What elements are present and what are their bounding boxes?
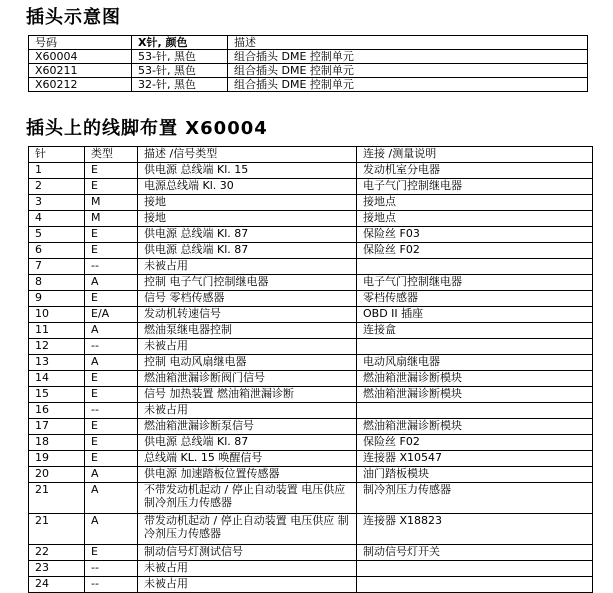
table-cell: 20 <box>29 467 85 483</box>
table-row <box>29 243 593 259</box>
table-cell: 组合插头 DME 控制单元 <box>228 64 588 78</box>
table-cell: 燃油泵继电器控制 <box>138 323 357 339</box>
table-cell: 22 <box>29 545 85 561</box>
table-cell: 11 <box>29 323 85 339</box>
table-header-row <box>29 147 593 163</box>
table-cell: 不带发动机起动 / 停止自动装置 电压供应 制冷剂压力传感器 <box>138 483 357 514</box>
table-cell: X60212 <box>29 78 132 92</box>
table-header-row <box>29 36 588 50</box>
table-row <box>29 435 593 451</box>
table-row <box>29 211 593 227</box>
table-cell: 接地 <box>138 195 357 211</box>
table-cell: 供电源 加速踏板位置传感器 <box>138 467 357 483</box>
pin-assignment-table <box>28 146 593 593</box>
table-cell: 6 <box>29 243 85 259</box>
table-cell <box>357 403 593 419</box>
table-row <box>29 195 593 211</box>
table-cell: 带发动机起动 / 停止自动装置 电压供应 制冷剂压力传感器 <box>138 514 357 545</box>
table-cell: 制冷剂压力传感器 <box>357 483 593 514</box>
table-row <box>29 227 593 243</box>
table-cell: 燃油箱泄漏诊断模块 <box>357 371 593 387</box>
table-cell: 53-针, 黑色 <box>132 50 228 64</box>
table-cell: 3 <box>29 195 85 211</box>
table-cell: X60004 <box>29 50 132 64</box>
table-cell: E <box>85 179 138 195</box>
table-cell: E <box>85 435 138 451</box>
table-row <box>29 514 593 545</box>
column-header: 针 <box>29 147 85 163</box>
table-row <box>29 275 593 291</box>
table-cell: 未被占用 <box>138 403 357 419</box>
column-header: 号码 <box>29 36 132 50</box>
table-cell: 21 <box>29 514 85 545</box>
table-row <box>29 467 593 483</box>
table-cell: -- <box>85 577 138 593</box>
table-cell: 17 <box>29 419 85 435</box>
column-header: X针, 颜色 <box>132 36 228 50</box>
table-cell: 控制 电动风扇继电器 <box>138 355 357 371</box>
table-cell: 制动信号灯开关 <box>357 545 593 561</box>
table-cell: 连接器 X18823 <box>357 514 593 545</box>
table-cell: 保险丝 F02 <box>357 243 593 259</box>
table-cell: E <box>85 387 138 403</box>
table-cell: E <box>85 451 138 467</box>
table-row <box>29 259 593 275</box>
table-cell: E <box>85 243 138 259</box>
table-cell: X60211 <box>29 64 132 78</box>
table-cell: 连接器 X10547 <box>357 451 593 467</box>
table-row <box>29 163 593 179</box>
table-cell: 保险丝 F02 <box>357 435 593 451</box>
table-cell: 组合插头 DME 控制单元 <box>228 78 588 92</box>
table-cell: 燃油箱泄漏诊断模块 <box>357 387 593 403</box>
table-cell: 组合插头 DME 控制单元 <box>228 50 588 64</box>
table-row <box>29 545 593 561</box>
table-row <box>29 64 588 78</box>
table-cell: M <box>85 195 138 211</box>
table-cell: 53-针, 黑色 <box>132 64 228 78</box>
table-row <box>29 577 593 593</box>
table-cell: 7 <box>29 259 85 275</box>
column-header: 描述 <box>228 36 588 50</box>
table-cell: 未被占用 <box>138 561 357 577</box>
table-cell: A <box>85 483 138 514</box>
table-cell: 10 <box>29 307 85 323</box>
table-cell: -- <box>85 403 138 419</box>
table-cell: 控制 电子气门控制继电器 <box>138 275 357 291</box>
table-cell: A <box>85 323 138 339</box>
table-cell: 电子气门控制继电器 <box>357 275 593 291</box>
table-cell: 供电源 总线端 Kl. 87 <box>138 227 357 243</box>
table-cell: A <box>85 514 138 545</box>
table-row <box>29 78 588 92</box>
table-cell: E <box>85 419 138 435</box>
page-title-pins: 插头上的线脚布置 X60004 <box>26 118 268 139</box>
table-cell: 未被占用 <box>138 259 357 275</box>
table-cell <box>357 561 593 577</box>
table-cell: E/A <box>85 307 138 323</box>
table-row <box>29 323 593 339</box>
table-cell: 8 <box>29 275 85 291</box>
table-cell: 信号 加热装置 燃油箱泄漏诊断 <box>138 387 357 403</box>
table-cell: 供电源 总线端 Kl. 15 <box>138 163 357 179</box>
table-row <box>29 291 593 307</box>
table-cell: E <box>85 371 138 387</box>
table-cell: OBD II 插座 <box>357 307 593 323</box>
table-cell <box>357 259 593 275</box>
table-cell: 13 <box>29 355 85 371</box>
column-header: 描述 /信号类型 <box>138 147 357 163</box>
table-cell: A <box>85 275 138 291</box>
table-cell: 接地 <box>138 211 357 227</box>
page-title-connectors: 插头示意图 <box>26 7 121 28</box>
table-cell: E <box>85 227 138 243</box>
table-cell: 电动风扇继电器 <box>357 355 593 371</box>
table-row <box>29 179 593 195</box>
table-cell: 燃油箱泄漏诊断模块 <box>357 419 593 435</box>
table-cell: 9 <box>29 291 85 307</box>
table-cell: 未被占用 <box>138 577 357 593</box>
table-row <box>29 50 588 64</box>
table-cell: 21 <box>29 483 85 514</box>
table-cell: 5 <box>29 227 85 243</box>
table-cell: 15 <box>29 387 85 403</box>
table-cell: 供电源 总线端 Kl. 87 <box>138 435 357 451</box>
table-cell: 供电源 总线端 Kl. 87 <box>138 243 357 259</box>
table-cell: 电源总线端 Kl. 30 <box>138 179 357 195</box>
table-cell: 4 <box>29 211 85 227</box>
table-cell: 发动机室分电器 <box>357 163 593 179</box>
table-cell: E <box>85 291 138 307</box>
table-cell: 连接盒 <box>357 323 593 339</box>
column-header: 类型 <box>85 147 138 163</box>
table-cell: A <box>85 355 138 371</box>
table-cell: M <box>85 211 138 227</box>
table-cell: -- <box>85 561 138 577</box>
table-cell: A <box>85 467 138 483</box>
connector-table <box>28 35 588 92</box>
table-cell: -- <box>85 339 138 355</box>
table-row <box>29 483 593 514</box>
table-cell: 接地点 <box>357 195 593 211</box>
table-cell: 信号 零档传感器 <box>138 291 357 307</box>
table-cell: 14 <box>29 371 85 387</box>
table-row <box>29 307 593 323</box>
table-cell: 19 <box>29 451 85 467</box>
table-cell: 制动信号灯测试信号 <box>138 545 357 561</box>
table-cell: 18 <box>29 435 85 451</box>
table-cell: 零档传感器 <box>357 291 593 307</box>
table-cell: 1 <box>29 163 85 179</box>
table-cell: 16 <box>29 403 85 419</box>
table-row <box>29 561 593 577</box>
table-cell: 未被占用 <box>138 339 357 355</box>
table-row <box>29 355 593 371</box>
table-row <box>29 371 593 387</box>
table-cell: 燃油箱泄漏诊断阀门信号 <box>138 371 357 387</box>
table-cell: 接地点 <box>357 211 593 227</box>
table-cell: 发动机转速信号 <box>138 307 357 323</box>
table-cell: 保险丝 F03 <box>357 227 593 243</box>
table-cell: 23 <box>29 561 85 577</box>
column-header: 连接 /测量说明 <box>357 147 593 163</box>
table-cell: E <box>85 545 138 561</box>
table-row <box>29 403 593 419</box>
table-cell: 油门踏板模块 <box>357 467 593 483</box>
table-cell: 电子气门控制继电器 <box>357 179 593 195</box>
table-row <box>29 419 593 435</box>
table-cell: 2 <box>29 179 85 195</box>
table-cell: 24 <box>29 577 85 593</box>
table-cell: 32-针, 黑色 <box>132 78 228 92</box>
table-cell: -- <box>85 259 138 275</box>
table-cell: 燃油箱泄漏诊断泵信号 <box>138 419 357 435</box>
table-row <box>29 387 593 403</box>
table-row <box>29 339 593 355</box>
table-cell: 12 <box>29 339 85 355</box>
table-cell <box>357 577 593 593</box>
table-cell: E <box>85 163 138 179</box>
table-cell: 总线端 KL. 15 唤醒信号 <box>138 451 357 467</box>
table-cell <box>357 339 593 355</box>
table-row <box>29 451 593 467</box>
